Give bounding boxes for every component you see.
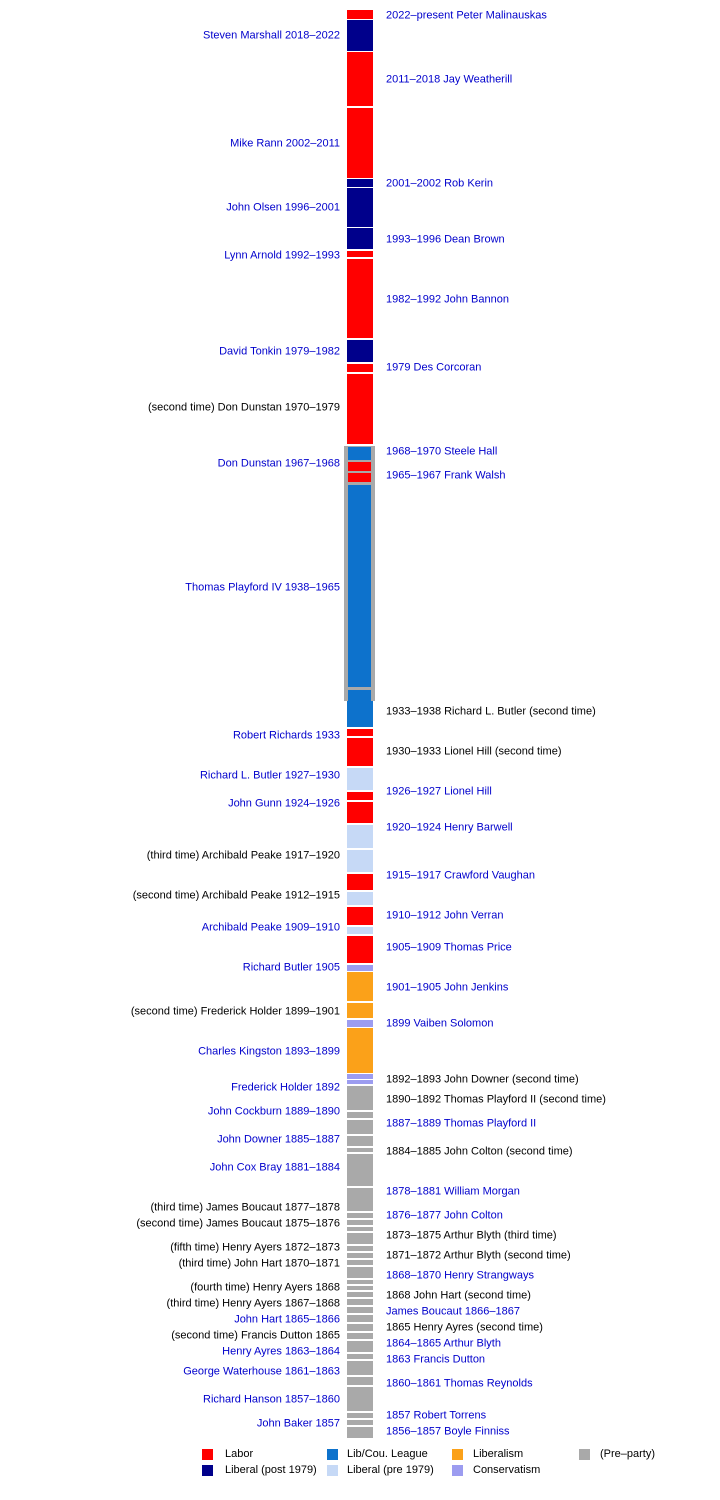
- premier-label[interactable]: Archibald Peake 1909–1910: [201, 921, 340, 934]
- premier-label[interactable]: Richard L. Butler 1927–1930: [199, 769, 340, 782]
- premier-label[interactable]: 1868–1870 Henry Strangways: [386, 1269, 534, 1282]
- legend-label: Liberal (post 1979): [225, 1464, 317, 1476]
- timeline-segment: [347, 1420, 373, 1425]
- timeline-segment: [347, 738, 373, 766]
- premier-label: (third time) Archibald Peake 1917–1920: [146, 849, 340, 862]
- timeline-segment: [347, 907, 373, 925]
- timeline-segment: [348, 473, 371, 482]
- premier-label: (third time) Henry Ayers 1867–1868: [166, 1297, 340, 1310]
- premier-label: (second time) Francis Dutton 1865: [171, 1329, 340, 1342]
- premier-label: 1873–1875 Arthur Blyth (third time): [386, 1229, 557, 1242]
- timeline-segment: [347, 892, 373, 905]
- premier-label: 1930–1933 Lionel Hill (second time): [386, 745, 562, 758]
- timeline-segment: [347, 1267, 373, 1278]
- timeline-segment: [347, 1220, 373, 1225]
- premier-label[interactable]: John Hart 1865–1866: [234, 1313, 340, 1326]
- timeline-segment: [347, 259, 373, 338]
- premier-label[interactable]: John Cockburn 1889–1890: [207, 1105, 340, 1118]
- timeline-segment: [347, 1280, 373, 1284]
- timeline-segment: [347, 1148, 373, 1152]
- timeline-segment: [347, 251, 373, 257]
- legend-label: Liberal (pre 1979): [347, 1464, 434, 1476]
- timeline-segment: [347, 1246, 373, 1251]
- premier-label[interactable]: Frederick Holder 1892: [231, 1081, 340, 1094]
- premier-label[interactable]: 1864–1865 Arthur Blyth: [386, 1337, 501, 1350]
- premier-label[interactable]: Don Dunstan 1967–1968: [217, 457, 340, 470]
- premier-label[interactable]: 1857 Robert Torrens: [386, 1409, 487, 1422]
- timeline-segment: [348, 485, 371, 687]
- premier-label: (fourth time) Henry Ayers 1868: [190, 1281, 340, 1294]
- timeline-segment: [347, 1315, 373, 1322]
- timeline-segment: [348, 447, 371, 460]
- premier-label[interactable]: 1910–1912 John Verran: [386, 909, 504, 922]
- premier-label[interactable]: John Baker 1857: [256, 1417, 340, 1430]
- premier-label[interactable]: 1993–1996 Dean Brown: [386, 233, 505, 246]
- premier-label: 1868 John Hart (second time): [386, 1289, 531, 1302]
- premier-label[interactable]: 1968–1970 Steele Hall: [386, 445, 498, 458]
- premier-label[interactable]: 2011–2018 Jay Weatherill: [386, 73, 513, 86]
- timeline-segment: [347, 1361, 373, 1375]
- timeline-segment: [347, 1292, 373, 1297]
- timeline-segment: [347, 768, 373, 790]
- premier-label: (second time) James Boucaut 1875–1876: [136, 1217, 340, 1230]
- premier-label[interactable]: 1905–1909 Thomas Price: [386, 941, 512, 954]
- timeline-segment: [347, 10, 373, 19]
- premier-label: 1892–1893 John Downer (second time): [386, 1073, 579, 1086]
- legend-label: Labor: [225, 1448, 254, 1460]
- premier-label[interactable]: Thomas Playford IV 1938–1965: [185, 581, 340, 594]
- premier-label: (third time) James Boucaut 1877–1878: [150, 1201, 340, 1214]
- timeline-segment: [347, 1413, 373, 1418]
- timeline-segment: [347, 927, 373, 934]
- timeline-segment: [347, 802, 373, 823]
- legend-swatch: [452, 1465, 463, 1476]
- legend-swatch: [452, 1449, 463, 1460]
- premier-label[interactable]: 1920–1924 Henry Barwell: [386, 821, 513, 834]
- premier-label[interactable]: 1863 Francis Dutton: [386, 1353, 486, 1366]
- legend-swatch: [202, 1449, 213, 1460]
- timeline-segment: [347, 729, 373, 736]
- timeline-segment: [347, 20, 373, 51]
- timeline-segment: [347, 1253, 373, 1258]
- legend-swatch: [327, 1449, 338, 1460]
- timeline-segment: [347, 965, 373, 971]
- premier-label[interactable]: 1876–1877 John Colton: [386, 1209, 503, 1222]
- premier-label: (fifth time) Henry Ayers 1872–1873: [170, 1241, 340, 1254]
- timeline-segment: [347, 1120, 373, 1134]
- premier-label[interactable]: George Waterhouse 1861–1863: [183, 1365, 340, 1378]
- timeline-segment: [347, 1003, 373, 1018]
- premier-label[interactable]: 1965–1967 Frank Walsh: [386, 469, 506, 482]
- timeline-segment: [347, 1341, 373, 1352]
- premier-label[interactable]: 1926–1927 Lionel Hill: [386, 785, 492, 798]
- premier-label[interactable]: 1899 Vaiben Solomon: [386, 1017, 494, 1030]
- timeline-segment: [347, 1086, 373, 1110]
- premier-label[interactable]: John Downer 1885–1887: [217, 1133, 340, 1146]
- timeline-segment: [347, 1020, 373, 1027]
- premier-label[interactable]: Charles Kingston 1893–1899: [198, 1045, 340, 1058]
- premier-label[interactable]: 1856–1857 Boyle Finniss: [386, 1425, 510, 1438]
- timeline-segment: [347, 108, 373, 178]
- premier-label[interactable]: 1901–1905 John Jenkins: [386, 981, 509, 994]
- legend-swatch: [579, 1449, 590, 1460]
- timeline-segment: [347, 1299, 373, 1305]
- premier-label: 1865 Henry Ayres (second time): [386, 1321, 543, 1334]
- timeline-segment: [347, 972, 373, 1001]
- premier-label[interactable]: Richard Butler 1905: [242, 961, 340, 974]
- timeline-segment: [347, 1427, 373, 1438]
- timeline-segment: [347, 1028, 373, 1073]
- timeline-segment: [347, 850, 373, 872]
- premier-label[interactable]: John Olsen 1996–2001: [226, 201, 340, 214]
- timeline-segment: [347, 936, 373, 963]
- premier-label[interactable]: James Boucaut 1866–1867: [386, 1305, 520, 1318]
- timeline-segment: [347, 1377, 373, 1385]
- timeline-segment: [347, 340, 373, 362]
- legend-swatch: [327, 1465, 338, 1476]
- premier-label[interactable]: Robert Richards 1933: [232, 729, 340, 742]
- premier-label[interactable]: 2022–present Peter Malinauskas: [386, 9, 547, 22]
- timeline-segment: [347, 179, 373, 187]
- legend-label: (Pre–party): [600, 1448, 656, 1460]
- timeline-segment: [347, 1154, 373, 1186]
- premier-label[interactable]: 2001–2002 Rob Kerin: [386, 177, 494, 190]
- premier-label: 1884–1885 John Colton (second time): [386, 1145, 573, 1158]
- timeline-segment: [347, 1080, 373, 1084]
- timeline-segment: [347, 1333, 373, 1339]
- premier-label[interactable]: 1979 Des Corcoran: [386, 361, 482, 374]
- premier-label[interactable]: John Gunn 1924–1926: [228, 797, 340, 810]
- premier-label: 1890–1892 Thomas Playford II (second time): [386, 1093, 606, 1106]
- legend-label: Conservatism: [473, 1464, 541, 1476]
- timeline-segment: [347, 1354, 373, 1359]
- legend-label: Liberalism: [473, 1448, 524, 1460]
- legend-swatch: [202, 1465, 213, 1476]
- premier-label: (third time) John Hart 1870–1871: [178, 1257, 340, 1270]
- timeline-segment: [347, 1074, 373, 1079]
- premier-label[interactable]: David Tonkin 1979–1982: [219, 345, 340, 358]
- timeline-segment: [347, 874, 373, 890]
- premier-label: (second time) Frederick Holder 1899–1901: [130, 1005, 340, 1018]
- timeline-segment: [347, 1233, 373, 1244]
- timeline-segment: [347, 188, 373, 227]
- premier-label[interactable]: 1878–1881 William Morgan: [386, 1185, 520, 1198]
- timeline-segment: [347, 1387, 373, 1411]
- premier-label[interactable]: Henry Ayres 1863–1864: [222, 1345, 340, 1358]
- premier-label[interactable]: Lynn Arnold 1992–1993: [224, 249, 340, 262]
- timeline-segment: [348, 462, 371, 471]
- premier-label[interactable]: 1887–1889 Thomas Playford II: [386, 1117, 537, 1130]
- premier-label[interactable]: 1915–1917 Crawford Vaughan: [386, 869, 536, 882]
- premier-label: (second time) Don Dunstan 1970–1979: [147, 401, 340, 414]
- premier-label: 1871–1872 Arthur Blyth (second time): [386, 1249, 571, 1262]
- timeline-segment: [347, 1260, 373, 1265]
- timeline-segment: [347, 1227, 373, 1231]
- timeline-segment: [348, 690, 371, 701]
- timeline-segment: [347, 1188, 373, 1211]
- timeline-segment: [347, 1324, 373, 1331]
- premier-label[interactable]: 1860–1861 Thomas Reynolds: [386, 1377, 533, 1390]
- timeline-segment: [347, 1136, 373, 1146]
- legend-label: Lib/Cou. League: [347, 1448, 428, 1460]
- premier-label[interactable]: 1982–1992 John Bannon: [386, 293, 509, 306]
- premier-label[interactable]: John Cox Bray 1881–1884: [209, 1161, 340, 1174]
- premier-label[interactable]: Richard Hanson 1857–1860: [203, 1393, 340, 1406]
- premier-label: (second time) Archibald Peake 1912–1915: [132, 889, 340, 902]
- premier-label[interactable]: Steven Marshall 2018–2022: [203, 29, 340, 42]
- premier-label: 1933–1938 Richard L. Butler (second time): [386, 705, 596, 718]
- premier-label[interactable]: Mike Rann 2002–2011: [230, 137, 340, 150]
- timeline-segment: [347, 228, 373, 249]
- timeline-segment: [347, 374, 373, 444]
- timeline-segment: [347, 792, 373, 800]
- timeline-segment: [347, 364, 373, 372]
- timeline-segment: [347, 1112, 373, 1118]
- timeline-segment: [347, 1286, 373, 1290]
- timeline-segment: [347, 1307, 373, 1313]
- timeline-segment: [347, 52, 373, 106]
- timeline-segment: [347, 1213, 373, 1218]
- timeline-segment: [347, 701, 373, 727]
- timeline-segment: [347, 825, 373, 848]
